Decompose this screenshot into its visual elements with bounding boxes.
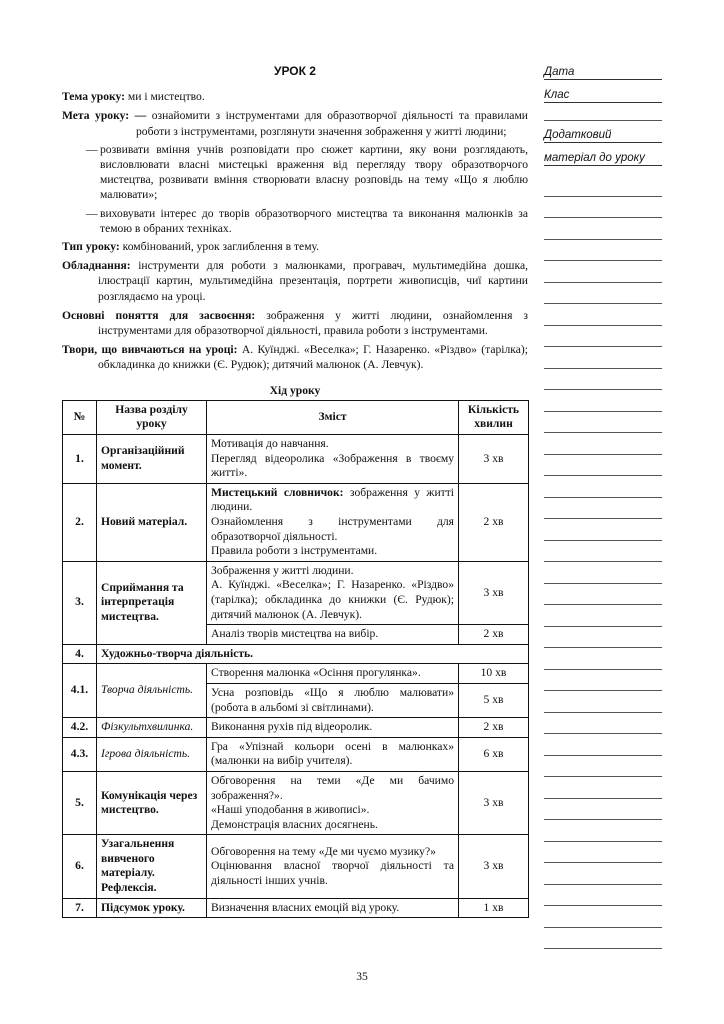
table-row bbox=[63, 718, 529, 738]
note-line[interactable] bbox=[544, 584, 662, 606]
header-number: № bbox=[63, 400, 97, 434]
row-number: 5. bbox=[63, 771, 97, 834]
row-section: Підсумок уроку. bbox=[97, 898, 207, 918]
row-minutes: 3 хв bbox=[459, 435, 529, 484]
note-line[interactable] bbox=[544, 799, 662, 821]
table-row bbox=[63, 664, 529, 684]
note-line[interactable] bbox=[544, 691, 662, 713]
table-row bbox=[63, 898, 529, 918]
note-line[interactable] bbox=[544, 670, 662, 692]
row-section: Фізкультхвилинка. bbox=[97, 718, 207, 738]
note-line[interactable] bbox=[544, 498, 662, 520]
goal-item: — розвивати вміння учнів розповідати про сюжет картини, яку вони розглядають, висловлювати власні мистецькі враження від перегляду твору образотворчого мистецтва, розвивати вміння створювати власну розповідь на тему «Що я люблю малювати»; bbox=[86, 142, 528, 202]
note-line[interactable] bbox=[544, 455, 662, 477]
header-section: Назва розділу уроку bbox=[97, 400, 207, 434]
row-number: 4.1. bbox=[63, 664, 97, 718]
table-row bbox=[63, 771, 529, 834]
table-row bbox=[63, 835, 529, 898]
header-content: Зміст bbox=[207, 400, 459, 434]
row-minutes: 2 хв bbox=[459, 718, 529, 738]
row-minutes: 2 хв bbox=[459, 625, 529, 645]
note-line[interactable] bbox=[544, 713, 662, 735]
row-number: 4.2. bbox=[63, 718, 97, 738]
date-field[interactable]: Дата bbox=[544, 66, 662, 80]
row-section: Узагальнення вивченого матеріалу. Рефлексія. bbox=[97, 835, 207, 898]
lesson-type: Тип уроку: комбінований, урок заглиблення в тему. bbox=[62, 240, 320, 254]
note-line[interactable] bbox=[544, 433, 662, 455]
notes-sidebar bbox=[544, 66, 662, 949]
row-section: Сприймання та інтерпретація мистецтва. bbox=[97, 561, 207, 644]
note-line[interactable] bbox=[544, 218, 662, 240]
row-minutes: 3 хв bbox=[459, 561, 529, 624]
table-row bbox=[63, 644, 529, 664]
extra-material-label: Додатковий bbox=[544, 129, 662, 143]
note-line[interactable] bbox=[544, 175, 662, 197]
note-line[interactable] bbox=[544, 562, 662, 584]
note-line[interactable] bbox=[544, 842, 662, 864]
note-line[interactable] bbox=[544, 261, 662, 283]
course-title: Хід уроку bbox=[269, 383, 321, 397]
row-content: Виконання рухів під відеоролик. bbox=[207, 718, 459, 738]
note-line[interactable] bbox=[544, 906, 662, 928]
row-minutes: 10 хв bbox=[459, 664, 529, 684]
page-number: 35 bbox=[356, 970, 368, 983]
note-line[interactable] bbox=[544, 627, 662, 649]
lesson-equipment: Обладнання: інструменти для роботи з малюнками, програвач, мультимедійна дошка, ілюстрації картин, мультимедійна презентація, портрети живописців, чиї картини розглядаємо на уроці. bbox=[62, 259, 528, 303]
row-number: 7. bbox=[63, 898, 97, 918]
row-content: Зображення у житті людини. А. Куїнджі. «Веселка»; Г. Назаренко. «Різдво» (тарілка); обкладинка до книжки (Є. Рудюк); дитячий малюнок (А. Левчук). bbox=[207, 561, 459, 624]
note-line[interactable] bbox=[544, 519, 662, 541]
table-row bbox=[63, 737, 529, 771]
row-content: Усна розповідь «Що я люблю малювати» (робота в альбомі зі світлинами). bbox=[207, 683, 459, 717]
goal-item: — виховувати інтерес до творів образотворчого мистецтва та виконання малюнків за темою в обраних техніках. bbox=[86, 206, 528, 235]
row-number: 3. bbox=[63, 561, 97, 644]
note-line[interactable] bbox=[544, 541, 662, 563]
table-row bbox=[63, 483, 529, 561]
row-minutes: 3 хв bbox=[459, 835, 529, 898]
note-line[interactable] bbox=[544, 283, 662, 305]
row-minutes: 3 хв bbox=[459, 771, 529, 834]
row-content: Мотивація до навчання. Перегляд відеоролика «Зображення в твоєму житті». bbox=[207, 435, 459, 484]
note-line[interactable] bbox=[544, 369, 662, 391]
row-minutes: 6 хв bbox=[459, 737, 529, 771]
note-line[interactable] bbox=[544, 304, 662, 326]
row-number: 4. bbox=[63, 644, 97, 664]
note-line[interactable] bbox=[544, 112, 662, 121]
note-lines bbox=[544, 175, 662, 949]
row-number: 4.3. bbox=[63, 737, 97, 771]
note-line[interactable] bbox=[544, 605, 662, 627]
row-content: Гра «Упізнай кольори осені в малюнках» (малюнки на вибір учителя). bbox=[207, 737, 459, 771]
extra-material-label: матеріал до уроку bbox=[544, 152, 662, 166]
row-section: Творча діяльність. bbox=[97, 664, 207, 718]
note-line[interactable] bbox=[544, 928, 662, 950]
row-number: 2. bbox=[63, 483, 97, 561]
lesson-title: УРОК 2 bbox=[274, 64, 316, 78]
row-section: Комунікація через мистецтво. bbox=[97, 771, 207, 834]
row-minutes: 1 хв bbox=[459, 898, 529, 918]
row-number: 6. bbox=[63, 835, 97, 898]
note-line[interactable] bbox=[544, 648, 662, 670]
row-section: Ігрова діяльність. bbox=[97, 737, 207, 771]
lesson-course-table bbox=[62, 400, 529, 918]
note-line[interactable] bbox=[544, 885, 662, 907]
note-line[interactable] bbox=[544, 390, 662, 412]
note-line[interactable] bbox=[544, 412, 662, 434]
note-line[interactable] bbox=[544, 240, 662, 262]
note-line[interactable] bbox=[544, 863, 662, 885]
row-minutes: 5 хв bbox=[459, 683, 529, 717]
header-minutes: Кількість хвилин bbox=[459, 400, 529, 434]
note-line[interactable] bbox=[544, 777, 662, 799]
row-section: Організаційний момент. bbox=[97, 435, 207, 484]
row-content: Обговорення на тему «Де ми чуємо музику?» Оцінювання власної творчої діяльності та діяльності інших учнів. bbox=[207, 835, 459, 898]
table-row bbox=[63, 561, 529, 624]
note-line[interactable] bbox=[544, 734, 662, 756]
lesson-concepts: Основні поняття для засвоєння: зображення у житті людини, ознайомлення з інструментами для образотворчої діяльності, правила роботи з інструментами. bbox=[62, 308, 528, 338]
row-content: Створення малюнка «Осіння прогулянка». bbox=[207, 664, 459, 684]
class-field[interactable]: Клас bbox=[544, 89, 662, 103]
note-line[interactable] bbox=[544, 476, 662, 498]
row-number: 1. bbox=[63, 435, 97, 484]
lesson-goal: Мета уроку: — ознайомити з інструментами для образотворчої діяльності та правилами роботи з інструментами, розглянути значення зображення у житті людини; bbox=[62, 109, 528, 138]
lesson-works: Твори, що вивчаються на уроці: А. Куїнджі. «Веселка»; Г. Назаренко. «Різдво» (тарілка); обкладинка до книжки (Є. Рудюк); дитячий малюнок (А. Левчук). bbox=[62, 343, 528, 372]
row-content: Обговорення на теми «Де ми бачимо зображення?». «Наші уподобання в живописі». Демонстрація власних досягнень. bbox=[207, 771, 459, 834]
row-content: Визначення власних емоцій від уроку. bbox=[207, 898, 459, 918]
note-line[interactable] bbox=[544, 347, 662, 369]
note-line[interactable] bbox=[544, 756, 662, 778]
row-section: Художньо-творча діяльність. bbox=[97, 644, 529, 664]
note-line[interactable] bbox=[544, 820, 662, 842]
row-section: Новий матеріал. bbox=[97, 483, 207, 561]
table-header-row bbox=[63, 400, 529, 434]
lesson-plan bbox=[62, 62, 528, 918]
note-line[interactable] bbox=[544, 326, 662, 348]
row-content: Мистецький словничок: зображення у житті людини. Ознайомлення з інструментами для образотворчої діяльності. Правила роботи з інструментами. bbox=[207, 483, 459, 561]
table-row bbox=[63, 435, 529, 484]
row-minutes: 2 хв bbox=[459, 483, 529, 561]
note-line[interactable] bbox=[544, 197, 662, 219]
lesson-topic: Тема уроку: ми і мистецтво. bbox=[62, 90, 205, 104]
row-content: Аналіз творів мистецтва на вибір. bbox=[207, 625, 459, 645]
